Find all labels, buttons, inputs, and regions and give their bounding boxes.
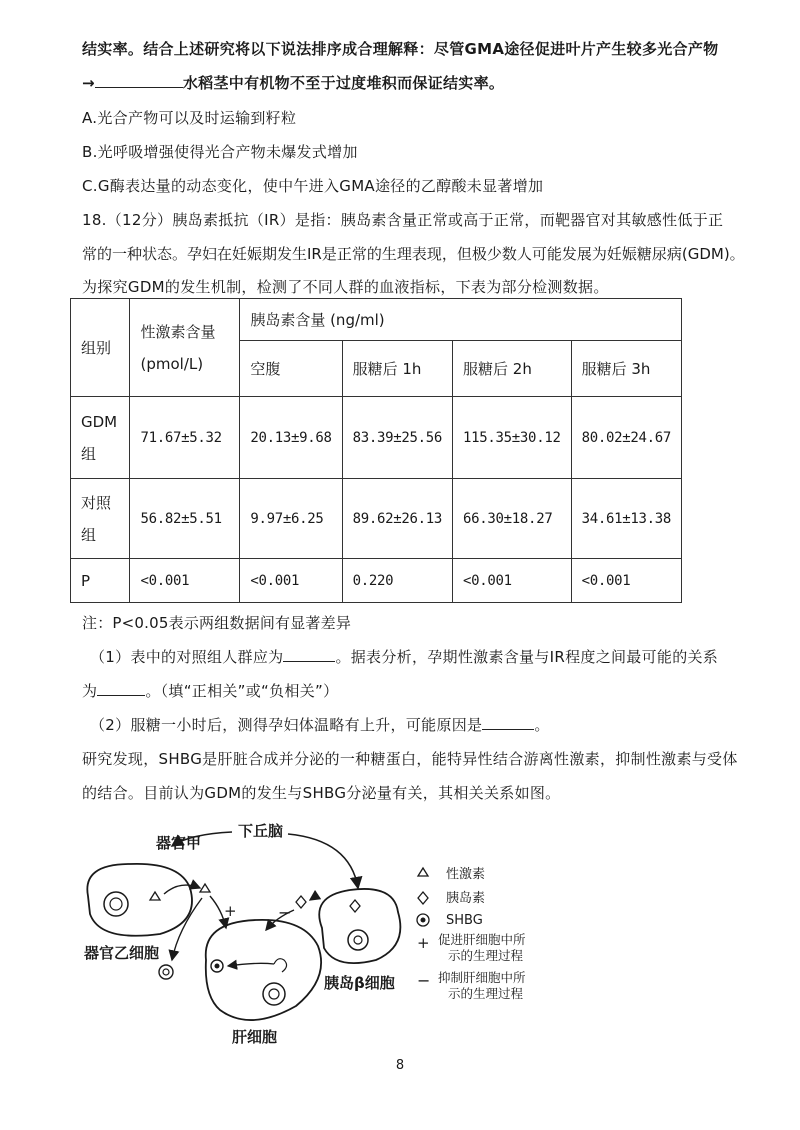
row-group: P xyxy=(71,559,130,603)
islet-label: 胰岛β细胞 xyxy=(324,974,395,992)
shbg-complex-icon xyxy=(159,965,173,979)
table-cell: <0.001 xyxy=(571,559,681,603)
islet-nucleolus xyxy=(354,936,362,944)
liver-nucleus xyxy=(263,983,285,1005)
text-line-2-suffix: 水稻茎中有机物不至于过度堆积而保证结实率。 xyxy=(182,74,505,92)
table-note: 注：P<0.05表示两组数据间有显著差异 xyxy=(82,614,352,632)
table-cell: 71.67±5.32 xyxy=(130,397,240,479)
table-cell: 20.13±9.68 xyxy=(240,397,342,479)
option-c: C.G酶表达量的动态变化，使中午进入GMA途径的乙醇酸未显著增加 xyxy=(82,177,544,195)
table-row xyxy=(71,397,682,479)
liver-nucleolus xyxy=(269,989,279,999)
q18-line-1: 18.（12分）胰岛素抵抗（IR）是指：胰岛素含量正常或高于正常，而靶器官对其敏感性低于正 xyxy=(82,211,724,229)
answer-blank xyxy=(95,72,183,88)
organ-b-nucleolus xyxy=(110,898,122,910)
answer-blank xyxy=(482,714,534,730)
table-cell: 56.82±5.51 xyxy=(130,479,240,559)
data-table xyxy=(70,298,682,603)
q2-line xyxy=(90,714,550,735)
organ-b-nucleus xyxy=(104,892,128,916)
paragraph-line-2: 的结合。目前认为GDM的发生与SHBG分泌量有关，其相关关系如图。 xyxy=(82,784,561,802)
paragraph-line-1: 研究发现，SHBG是肝脏合成并分泌的一种糖蛋白，能特异性结合游离性激素，抑制性激素与受体 xyxy=(82,750,738,768)
table-cell: 0.220 xyxy=(342,559,452,603)
row-group: GDM组 xyxy=(71,397,130,479)
legend-shbg: SHBG xyxy=(446,913,483,928)
sex-hormone-triangle-icon xyxy=(150,892,160,900)
legend-insulin: 胰岛素 xyxy=(446,891,486,906)
table-cell: 9.97±6.25 xyxy=(240,479,342,559)
q18-line-3: 为探究GDM的发生机制，检测了不同人群的血液指标，下表为部分检测数据。 xyxy=(82,278,609,296)
q1-part2: 。据表分析，孕期性激素含量与IR程度之间最可能的关系 xyxy=(335,648,719,666)
table-cell: 115.35±30.12 xyxy=(453,397,572,479)
option-a: A.光合产物可以及时运输到籽粒 xyxy=(82,109,297,127)
plus-sign: + xyxy=(224,902,237,920)
q18-line-2: 常的一种状态。孕妇在妊娠期发生IR是正常的生理表现，但极少数人可能发展为妊娠糖尿病(GDM)。 xyxy=(82,245,745,263)
table-cell: 83.39±25.56 xyxy=(342,397,452,479)
q2-part2: 。 xyxy=(534,716,550,734)
free-insulin-icon xyxy=(296,896,306,908)
legend-inhibit-line2: 示的生理过程 xyxy=(448,986,524,1001)
shbg-regulation-diagram xyxy=(60,810,620,1050)
table-cell: <0.001 xyxy=(130,559,240,603)
table-row xyxy=(71,559,682,603)
subheader-cell: 服糖后 1h xyxy=(342,341,452,397)
header-sex-hormone-unit: (pmol/L) xyxy=(140,354,204,373)
organ-b-cell xyxy=(87,864,192,936)
islet-nucleus xyxy=(348,930,368,950)
q1-part4: 。（填“正相关”或“负相关”） xyxy=(145,682,339,700)
row-group: 对照组 xyxy=(71,479,130,559)
liver-cell xyxy=(206,920,321,1020)
free-sex-hormone-icon xyxy=(200,884,210,892)
legend-inhibit-line1: 抑制肝细胞中所 xyxy=(438,970,526,985)
legend-triangle-icon xyxy=(418,868,428,876)
legend-minus-icon: − xyxy=(417,971,431,990)
header-group: 组别 xyxy=(71,299,130,397)
subheader-cell: 服糖后 3h xyxy=(571,341,681,397)
table-cell: <0.001 xyxy=(453,559,572,603)
table-cell: 89.62±26.13 xyxy=(342,479,452,559)
legend-plus-icon: + xyxy=(417,934,430,952)
header-sex-hormone-label: 性激素含量 xyxy=(140,322,216,341)
header-insulin: 胰岛素含量 (ng/ml) xyxy=(240,299,682,341)
table-cell: <0.001 xyxy=(240,559,342,603)
table-cell: 80.02±24.67 xyxy=(571,397,681,479)
legend-sex-hormone: 性激素 xyxy=(446,867,486,882)
organ-b-label: 器官乙细胞 xyxy=(84,944,160,962)
er-squiggle xyxy=(274,959,287,972)
liver-shbg-core xyxy=(215,964,220,969)
insulin-diamond-icon xyxy=(350,900,360,912)
shbg-complex-core xyxy=(163,969,169,975)
arrow-secretion xyxy=(164,885,200,894)
subheader-cell: 服糖后 2h xyxy=(453,341,572,397)
hypothalamus-label: 下丘脑 xyxy=(238,822,284,840)
q1-line-2 xyxy=(82,680,338,701)
q1-line-1 xyxy=(90,646,718,667)
answer-blank xyxy=(97,680,145,696)
minus-sign: − xyxy=(278,903,292,922)
q1-part1: （1）表中的对照组人群应为 xyxy=(90,648,284,666)
q2-part1: （2）服糖一小时后，测得孕妇体温略有上升，可能原因是 xyxy=(90,716,483,734)
islet-beta-cell xyxy=(319,889,400,963)
legend-diamond-icon xyxy=(418,892,428,904)
page-number: 8 xyxy=(395,1058,405,1073)
text-line-2 xyxy=(82,72,504,93)
option-b: B.光呼吸增强使得光合产物未爆发式增加 xyxy=(82,143,358,161)
header-sex-hormone xyxy=(130,299,240,397)
arrow-to-shbg-complex xyxy=(172,898,202,960)
organ-a-label: 器官甲 xyxy=(156,834,202,852)
legend-promote-line1: 促进肝细胞中所 xyxy=(438,932,526,947)
answer-blank xyxy=(283,646,335,662)
table-cell: 34.61±13.38 xyxy=(571,479,681,559)
arrow-shbg-synthesis xyxy=(228,963,274,966)
table-header-row xyxy=(71,299,682,341)
arrow-symbol: → xyxy=(82,74,95,92)
liver-label: 肝细胞 xyxy=(232,1028,278,1046)
table-row xyxy=(71,479,682,559)
table-cell: 66.30±18.27 xyxy=(453,479,572,559)
arrow-insulin-secretion xyxy=(310,896,316,900)
subheader-cell: 空腹 xyxy=(240,341,342,397)
text-line-1: 结实率。结合上述研究将以下说法排序成合理解释：尽管GMA途径促进叶片产生较多光合产物 xyxy=(82,40,719,58)
q1-part3: 为 xyxy=(82,682,98,700)
legend-promote-line2: 示的生理过程 xyxy=(448,948,524,963)
arrow-hypothalamus-to-islet xyxy=(288,834,358,888)
legend-shbg-core xyxy=(421,918,426,923)
